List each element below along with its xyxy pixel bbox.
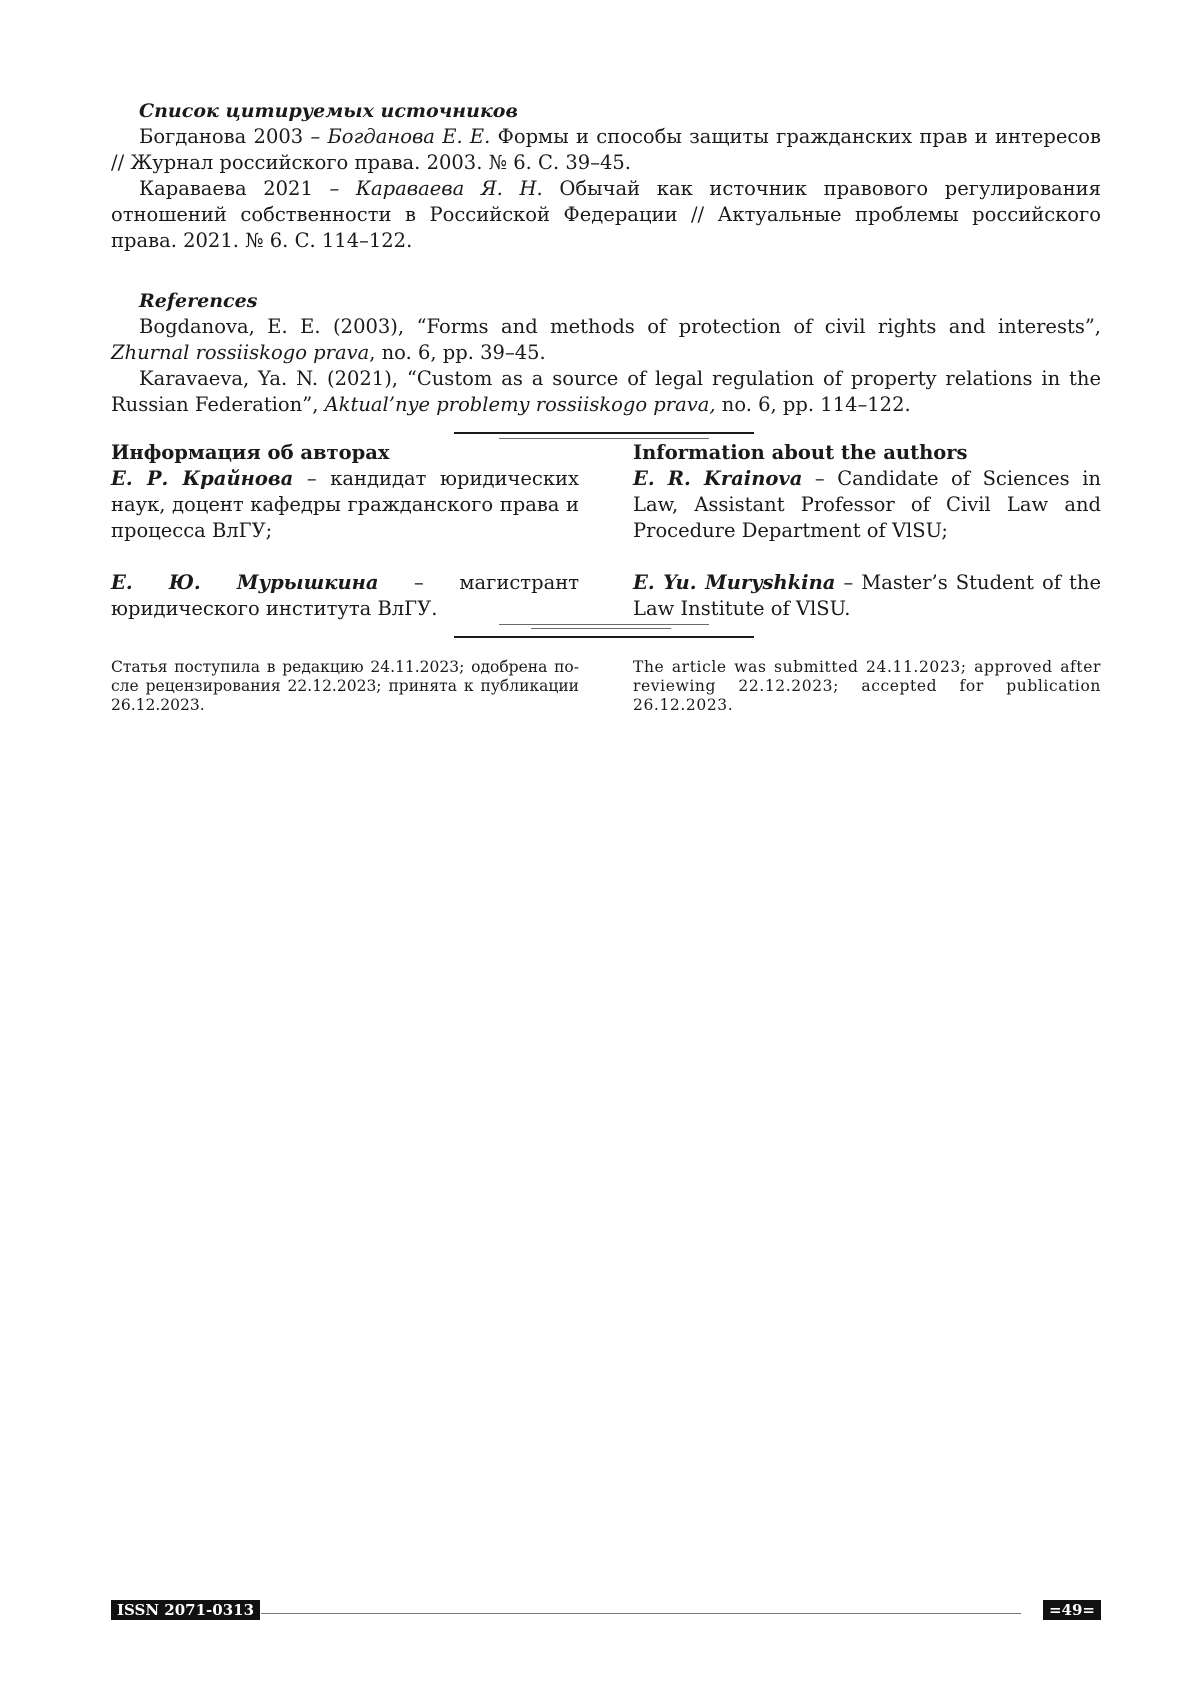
page-footer	[111, 1600, 1101, 1622]
authors-ru-column	[111, 440, 579, 622]
authors-en-column	[633, 440, 1101, 622]
authors-en-heading: Information about the authors	[633, 441, 968, 464]
section-divider-thin	[499, 624, 709, 625]
en-reference-item: Karavaeva, Ya. N. (2021), “Custom as a source of legal regulation of property relations in the Russian Federation”, Aktual’nye problemy rossiiskogo prava, no. 6, pp. 114–122.	[111, 367, 1101, 416]
section-divider-thin	[531, 628, 671, 629]
ru-reference-item: Богданова 2003 – Богданова Е. Е. Формы и способы защиты гражданских прав и интересов // Журнал российского права. 2003. № 6. С. 39–45.	[111, 125, 1101, 174]
section-divider	[454, 432, 754, 434]
section-divider-thin	[499, 438, 709, 439]
dates-en: The article was submitted 24.11.2023; approved after reviewing 22.12.2023; accepted for publication 26.12.2023.	[633, 658, 1101, 714]
article-dates	[111, 658, 1101, 715]
ru-reference-item: Караваева 2021 – Караваева Я. Н. Обычай как источник правового регулирования отношений собственности в Российской Федерации // Актуальные проблемы российского права. 2021. № 6. С. 114–122.	[111, 177, 1101, 252]
en-reference-item: Bogdanova, E. E. (2003), “Forms and methods of protection of civil rights and interests”, Zhurnal rossiiskogo prava, no. 6, pp. 39–45.	[111, 315, 1101, 364]
cited-sources-heading: Список цитируемых источников	[139, 100, 518, 122]
footer-rule	[261, 1613, 1021, 1614]
page-content	[111, 98, 1101, 715]
author-entry: E. Yu. Muryshkina – Master’s Student of the Law Institute of VlSU.	[633, 571, 1101, 620]
author-entry: Е. Ю. Мурышкина – магистрант юридического института ВлГУ.	[111, 571, 579, 620]
dates-ru: Статья поступила в редакцию 24.11.2023; одобрена после рецензирования 22.12.2023; принята к публикации 26.12.2023.	[111, 658, 579, 714]
issn-badge: ISSN 2071-0313	[111, 1600, 260, 1620]
author-entry: E. R. Krainova – Candidate of Sciences in Law, Assistant Professor of Civil Law and Procedure Department of VlSU;	[633, 467, 1101, 542]
authors-section	[111, 438, 1101, 644]
author-entry: Е. Р. Крайнова – кандидат юридических наук, доцент кафедры гражданского права и процесса ВлГУ;	[111, 467, 580, 542]
section-divider	[454, 636, 754, 638]
page-number: =49=	[1043, 1600, 1101, 1620]
references-heading: References	[139, 290, 258, 312]
authors-ru-heading: Информация об авторах	[111, 441, 390, 464]
